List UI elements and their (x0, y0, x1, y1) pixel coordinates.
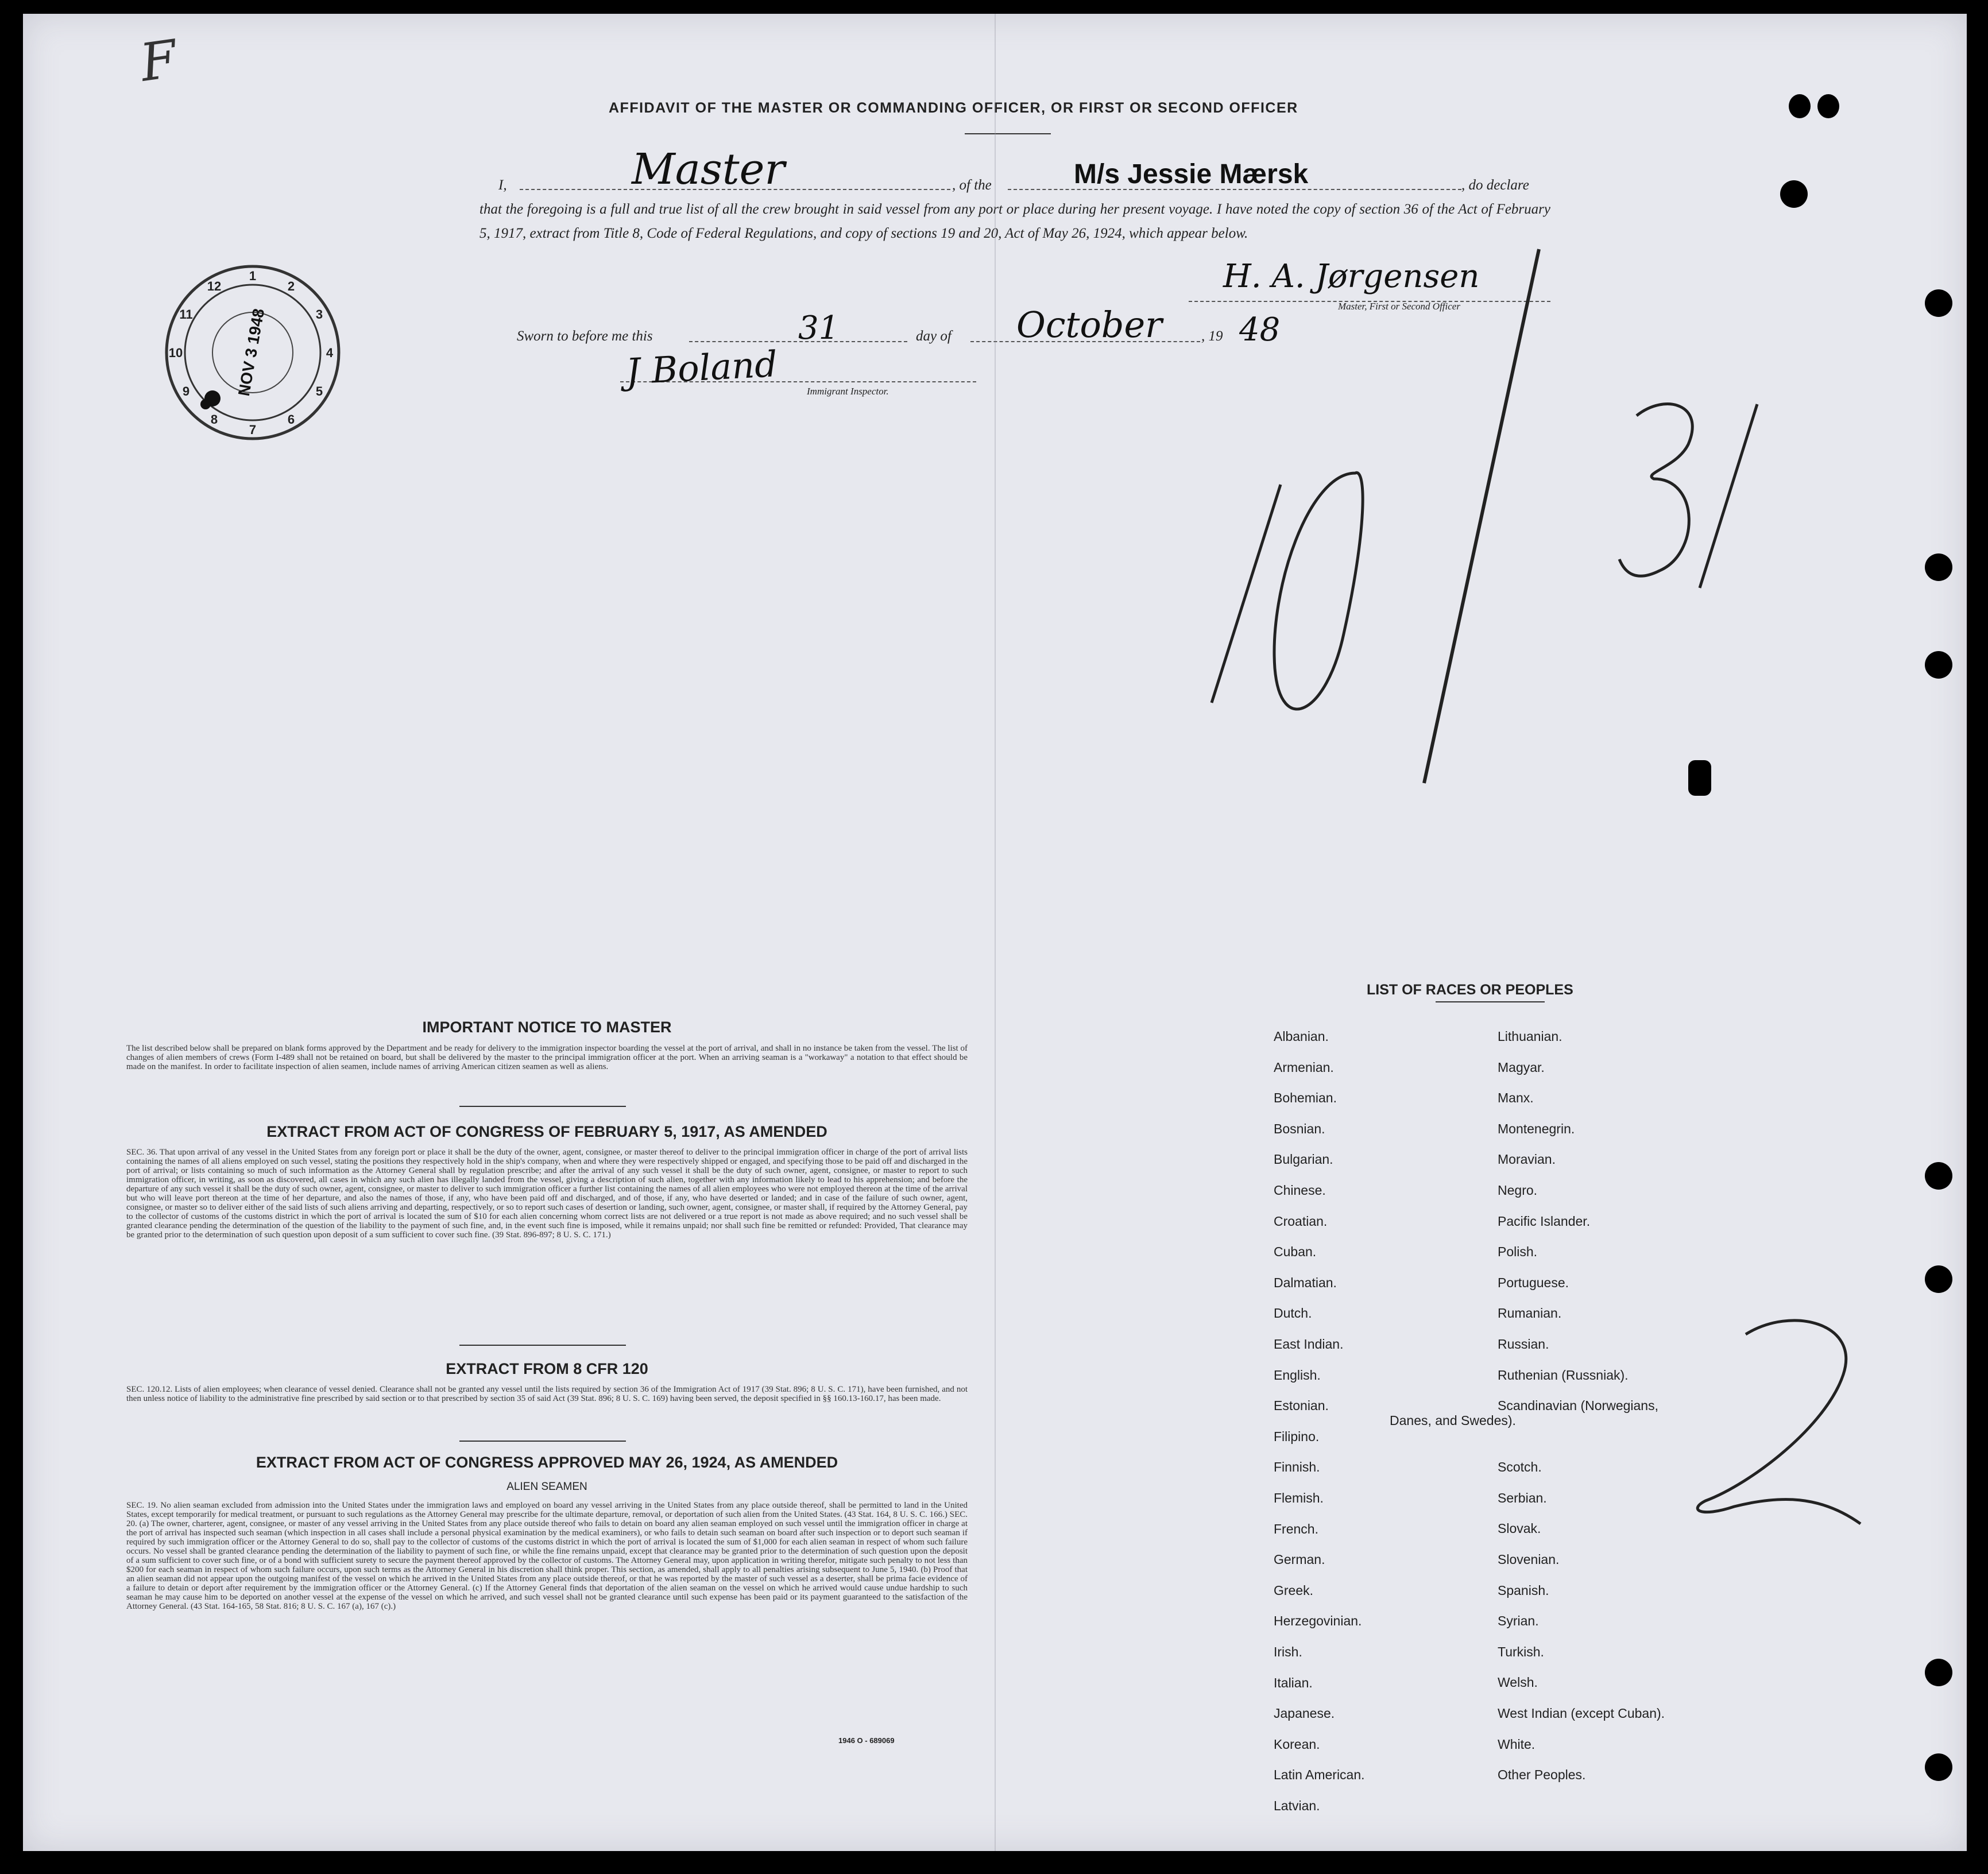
race-item: Albanian. (1274, 1029, 1329, 1044)
stamp-digit: 5 (315, 384, 323, 398)
punch-hole (1688, 760, 1711, 796)
immigration-stamp (155, 258, 350, 447)
extract-1917-text: SEC. 36. That upon arrival of any vessel in the United States from any foreign port or place it shall be the duty of the owner, agent, consignee, or master thereof to deliver to the principal immigration officer in charge of the port of arrival lists containing the names of all aliens employed on such vessel, stating the positions they respectively hold in the ship's company, when and where they were respectively shipped or engaged, and specifying those to be paid off and discharged in the port of arrival; or lists containing so much of such information as the Attorney General shall by regulation prescribe; and after the arrival of any such vessel it shall be the duty of such owner, agent, consignee, or master to report to such immigration officer, in writing, as soon as discovered, all cases in which any such alien has illegally landed from the vessel, giving a description of such alien, together with any information likely to lead to his apprehension; and before the departure of any such vessel it shall be the duty of such owner, agent, consignee, or master to deliver to such immigration officer a further list containing the names of all alien employees who were not employed thereon at the time of the arrival but who will leave port thereon at the time of her departure, and also the names of those, if any, who have been paid off and discharged, and of those, if any, who have deserted or landed; and in case of the failure of such owner, agent, consignee, or master so to deliver either of the said lists of such aliens arriving and departing, respectively, or so to report such cases of desertion or landing, such owner, agent, consignee, or master shall, if required by the Attorney General, pay to the collector of customs of the customs district in which the port of arrival is located the sum of $10 for each alien concerning whom correct lists are not delivered or a true report is not made as above required; and no such vessel shall be granted clearance pending the determination of the question of the liability to the payment of such fine, and, in the event such fine is imposed, while it remains unpaid; nor shall such fine be remitted or refunded: Provided, That clearance may be granted prior to the determination of such question upon deposit of a sum sufficient to cover such fine. (39 Stat. 896-897; 8 U. S. C. 171.) (126, 1148, 968, 1240)
signature-caption: Master, First or Second Officer (1338, 301, 1460, 312)
punch-hole (1925, 651, 1952, 679)
year-suffix: 48 (1239, 311, 1281, 349)
race-item: English. (1274, 1367, 1321, 1383)
race-item: East Indian. (1274, 1337, 1344, 1352)
stamp-digit: 3 (315, 307, 323, 322)
extract-1924-subtitle: ALIEN SEAMEN (506, 1481, 587, 1493)
race-item: Portuguese. (1498, 1275, 1569, 1290)
declare-label: , do declare (1461, 177, 1529, 193)
i-value-handwritten: Master (632, 145, 785, 194)
title-divider (965, 133, 1051, 134)
race-item: West Indian (except Cuban). (1498, 1706, 1665, 1721)
notice-text: The list described below shall be prepared on blank forms approved by the Department and be ready for delivery to the immigration inspector boarding the vessel at the port of arrival, and shall in no instance be taken from the vessel. The list of changes of alien members of crews (Form I-489 shall not be retained on board, but shall be delivered by the master to the principal immigration officer at the port. When an arriving seaman is a "workaway" a notation to that effect should be made on the manifest. In order to facilitate inspection of alien seamen, include names of arriving American citizen seamen as well as aliens. (126, 1044, 968, 1071)
race-item: Manx. (1498, 1090, 1534, 1106)
race-item: Turkish. (1498, 1644, 1544, 1659)
race-item: Moravian. (1498, 1152, 1556, 1167)
extract-1924-title: EXTRACT FROM ACT OF CONGRESS APPROVED MAY 26, 1924, AS AMENDED (256, 1454, 838, 1471)
race-item: White. (1498, 1736, 1536, 1752)
punch-hole (1780, 180, 1808, 208)
stamp-date: NOV 3 1948 (234, 307, 268, 398)
sworn-month: October (1016, 304, 1162, 346)
extract-1917-title: EXTRACT FROM ACT OF CONGRESS OF FEBRUARY 5, 1917, AS AMENDED (266, 1123, 827, 1140)
race-item: Bosnian. (1274, 1121, 1325, 1136)
race-item: Irish. (1274, 1644, 1302, 1659)
punch-hole (1925, 289, 1952, 317)
race-item: Herzegovinian. (1274, 1613, 1362, 1629)
of-the-label: , of the (952, 177, 992, 193)
extract-cfr-title: EXTRACT FROM 8 CFR 120 (446, 1360, 648, 1377)
race-item: Filipino. (1274, 1428, 1320, 1444)
race-item: Russian. (1498, 1337, 1549, 1352)
affidavit-title: AFFIDAVIT OF THE MASTER OR COMMANDING OFFICER, OR FIRST OR SECOND OFFICER (609, 100, 1298, 116)
race-item: German. (1274, 1552, 1325, 1567)
extract-1917-divider (459, 1345, 626, 1346)
race-item: Rumanian. (1498, 1306, 1562, 1321)
sworn-day: 31 (798, 309, 840, 347)
race-item: Chinese. (1274, 1183, 1326, 1198)
race-item: Croatian. (1274, 1213, 1328, 1229)
punch-hole (1925, 553, 1952, 581)
race-item: Scotch. (1498, 1459, 1542, 1475)
page-number-annotation (1677, 1311, 1872, 1541)
race-item: Welsh. (1498, 1675, 1538, 1690)
affidavit-body: that the foregoing is a full and true list of all the crew brought in said vessel from any port or place during her present voyage. I have noted the copy of section 36 of the Act of February 5, 1917, extract from Title 8, Code of Federal Regulations, and copy of sections 19 and 20, Act of May 26, 1924, which appear below. (479, 202, 1550, 241)
race-item: Serbian. (1498, 1490, 1547, 1505)
race-item: Other Peoples. (1498, 1767, 1586, 1783)
inspector-signature: J Boland (625, 343, 779, 393)
fold-line (995, 14, 996, 1851)
races-divider (1436, 1001, 1545, 1002)
race-item: French. (1274, 1521, 1318, 1536)
notice-divider (459, 1106, 626, 1107)
i-label: I, (498, 177, 507, 193)
race-item: Danes, and Swedes). (1390, 1413, 1516, 1428)
master-signature: H. A. Jørgensen (1223, 258, 1480, 295)
race-item: Negro. (1498, 1183, 1538, 1198)
race-item: Armenian. (1274, 1059, 1334, 1075)
stamp-digit: 6 (287, 412, 295, 427)
race-item: Syrian. (1498, 1613, 1539, 1629)
notice-title: IMPORTANT NOTICE TO MASTER (422, 1019, 672, 1036)
race-item: Japanese. (1274, 1706, 1335, 1721)
date-annotation (1183, 232, 1826, 818)
race-item: Pacific Islander. (1498, 1213, 1591, 1229)
stamp-digit: 2 (287, 279, 295, 293)
punch-hole (1817, 94, 1839, 118)
corner-mark: F (136, 29, 181, 94)
race-item: Dalmatian. (1274, 1275, 1337, 1290)
stamp-digit: 4 (326, 346, 334, 360)
race-item: Greek. (1274, 1582, 1314, 1598)
race-item: Latvian. (1274, 1798, 1320, 1813)
affidavit-page (23, 14, 1967, 1851)
race-item: Dutch. (1274, 1306, 1312, 1321)
punch-hole (1925, 1162, 1952, 1190)
race-item: Slovak. (1498, 1521, 1541, 1536)
race-item: Montenegrin. (1498, 1121, 1575, 1136)
extract-cfr-text: SEC. 120.12. Lists of alien employees; when clearance of vessel denied. Clearance shall not be granted any vessel until the lists required by section 36 of the Immigration Act of 1917 (39 Stat. 896; 8 U. S. C. 171), have been furnished, and not then unless notice of liability to the administrative fine prescribed by said section or to that prescribed by section 35 of said Act (39 Stat. 896; 8 U. S. C. 169) having been served, the deposit specified in §§ 160.13-160.17, has been made. (126, 1385, 968, 1403)
stamp-digit: 8 (210, 412, 218, 427)
stamp-digit: 10 (168, 346, 183, 360)
race-item: Spanish. (1498, 1582, 1549, 1598)
punch-hole (1925, 1753, 1952, 1781)
race-item: Magyar. (1498, 1059, 1545, 1075)
punch-hole (1925, 1659, 1952, 1686)
day-of-label: day of (916, 328, 952, 344)
year-prefix: , 19 (1201, 328, 1223, 344)
race-item: Bulgarian. (1274, 1152, 1333, 1167)
inspector-caption: Immigrant Inspector. (807, 386, 889, 397)
extract-cfr-divider (459, 1441, 626, 1442)
race-item: Estonian. (1274, 1398, 1329, 1414)
race-item: Latin American. (1274, 1767, 1365, 1783)
race-item: Polish. (1498, 1244, 1538, 1260)
races-title: LIST OF RACES OR PEOPLES (1367, 982, 1573, 998)
race-item: Bohemian. (1274, 1090, 1337, 1106)
race-item: Scandinavian (Norwegians, (1498, 1398, 1658, 1414)
race-item: Slovenian. (1498, 1552, 1560, 1567)
stamp-digit: 12 (207, 279, 222, 293)
race-item: Cuban. (1274, 1244, 1317, 1260)
race-item: Ruthenian (Russniak). (1498, 1367, 1629, 1383)
stamp-digit: 7 (249, 423, 257, 437)
vessel-name: M/s Jessie Mærsk (1074, 159, 1309, 189)
race-item: Flemish. (1274, 1490, 1324, 1505)
punch-hole (1789, 94, 1811, 118)
stamp-digit: 11 (179, 307, 193, 322)
print-code: 1946 O - 689069 (838, 1736, 895, 1745)
race-item: Korean. (1274, 1736, 1320, 1752)
extract-1924-text: SEC. 19. No alien seaman excluded from admission into the United States under the immigration laws and employed on board any vessel arriving in the United States from any place outside thereof, shall be permitted to land in the United States, except temporarily for medical treatment, or pursuant to such regulations as the Attorney General may prescribe for the ultimate departure, removal, or deportation of such alien from the United States. (43 Stat. 164, 8 U. S. C. 166.) SEC. 20. (a) The owner, charterer, agent, consignee, or master of any vessel arriving in the United States from any place outside thereof who fails to detain on board any alien seaman employed on such vessel until the immigration officer in charge at the port of arrival has inspected such seaman (which inspection in all cases shall include a personal physical examination by the medical examiners), or who fails to detain such seaman on board after such inspection or to deport such seaman if required by such immigration officer or the Attorney General to do so, shall pay to the collector of customs of the customs district in which the port of arrival is located the sum of $1,000 for each alien seaman in respect of whom such failure occurs. No vessel shall be granted clearance pending the determination of the liability to payment of such fine, or while the fine remains unpaid, except that clearance may be granted prior to the determination of such question upon the deposit of a sum sufficient to cover such fine, or of a bond with sufficient surety to secure the payment thereof approved by the collector of customs. The Attorney General may, upon application in writing therefor, mitigate such penalty to not less than $200 for each seaman in respect of whom such failure occurs, upon such terms as the Attorney General in his discretion shall think proper. This section, as amended, shall apply to all penalties arising subsequent to June 5, 1940. (b) Proof that an alien seaman did not appear upon the outgoing manifest of the vessel on which he arrived in the United States from any place outside thereof, or that he was reported by the master of such vessel as a deserter, shall be prima facie evidence of a failure to detain or deport after requirement by the immigration officer or the Attorney General. (c) If the Attorney General finds that deportation of the alien seaman on the vessel on which he arrived would cause undue hardship to such seaman he may cause him to be deported on another vessel at the expense of the vessel on which he arrived, and such vessel shall not be granted clearance until such expense has been paid or its payment guaranteed to the satisfaction of the Attorney General. (43 Stat. 164-165, 58 Stat. 816; 8 U. S. C. 167 (a), 167 (c).) (126, 1501, 968, 1611)
race-item: Lithuanian. (1498, 1029, 1562, 1044)
punch-hole (1925, 1265, 1952, 1293)
sworn-label: Sworn to before me this (517, 328, 653, 344)
stamp-digit: 9 (182, 384, 190, 398)
race-item: Italian. (1274, 1675, 1313, 1690)
stamp-digit: 1 (249, 269, 257, 283)
race-item: Finnish. (1274, 1459, 1320, 1475)
